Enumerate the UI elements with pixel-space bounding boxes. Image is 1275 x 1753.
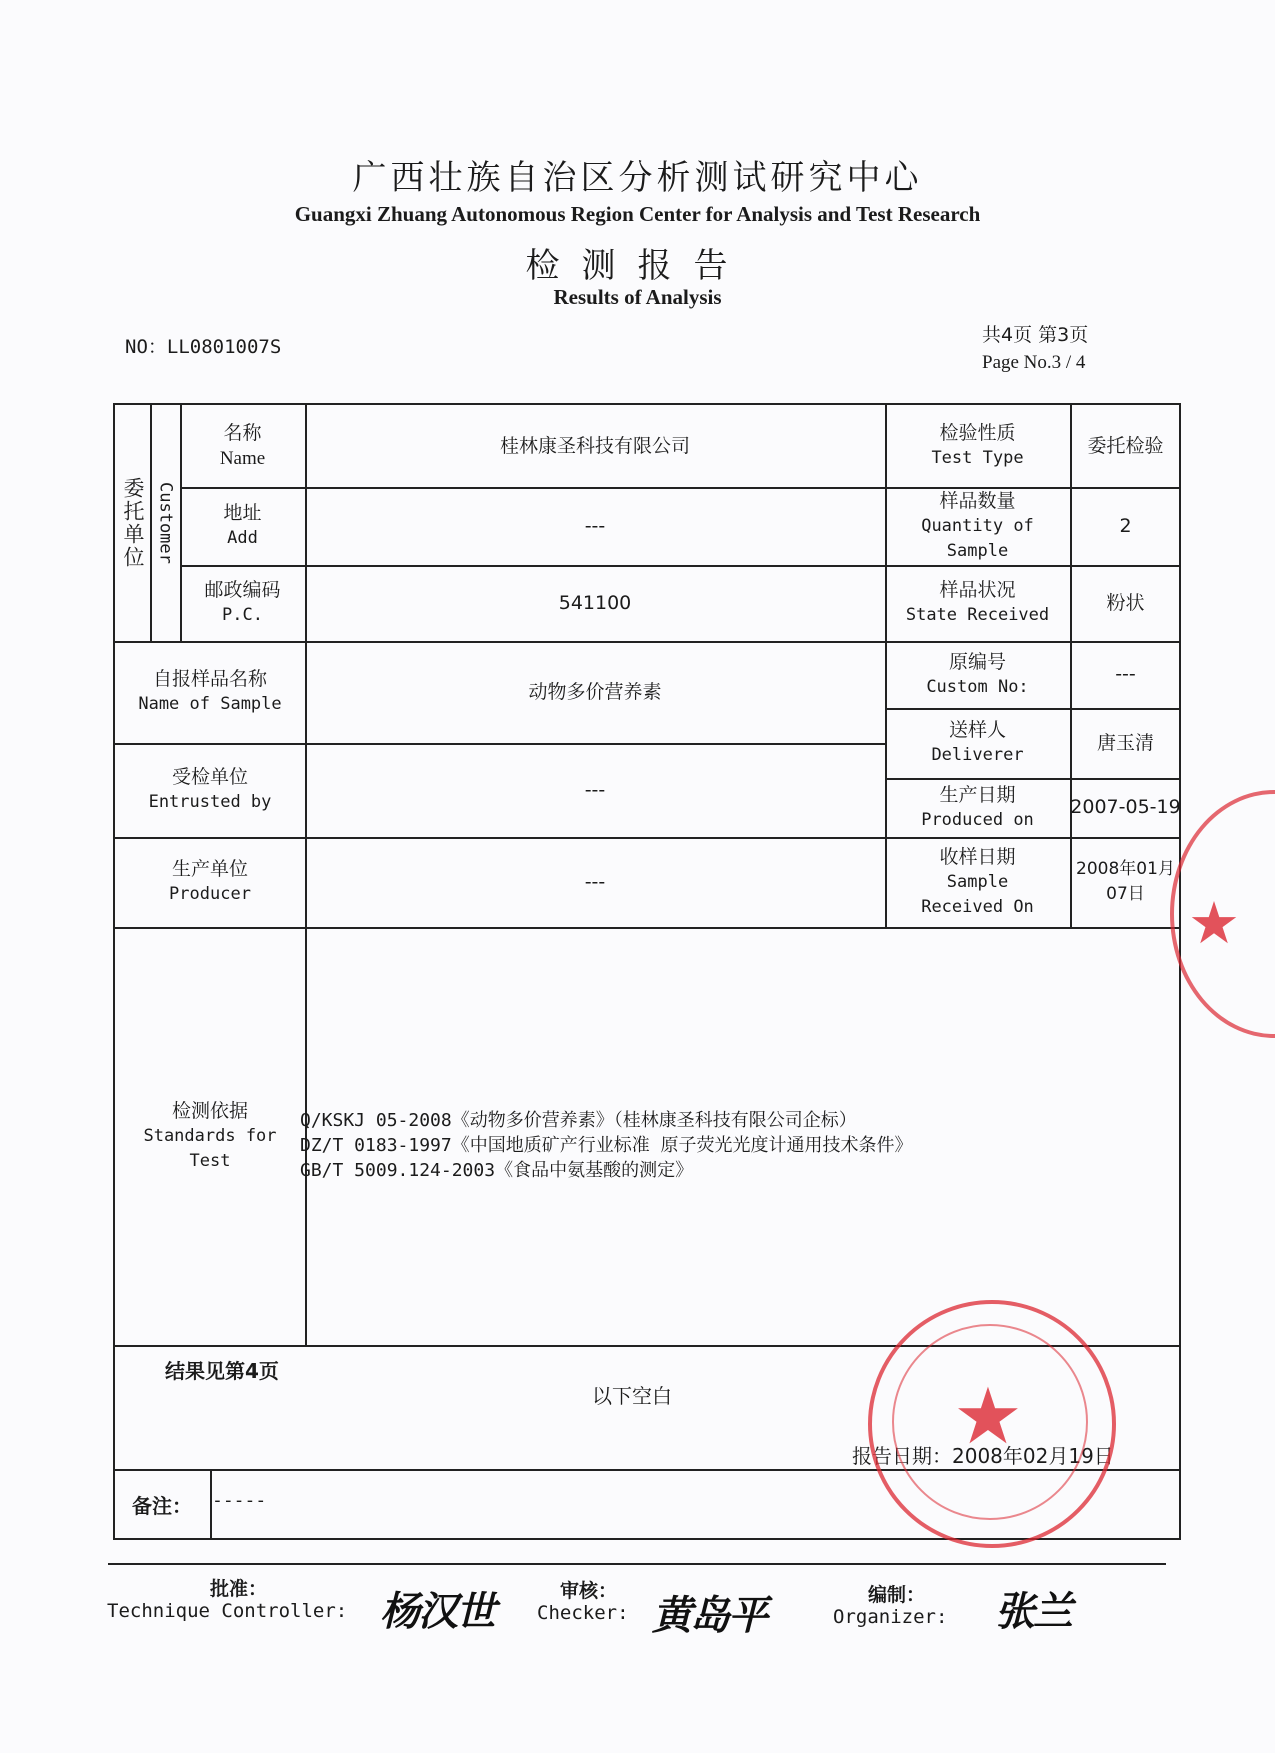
page-indicator-en: Page No.3 / 4: [982, 352, 1086, 373]
custom-no-label: [885, 641, 1070, 708]
page-indicator-cn: 共4页 第3页: [982, 324, 1089, 346]
official-seal: [868, 1300, 1116, 1548]
received-label-en-2: Received On: [921, 896, 1034, 917]
deliverer-value: 唐玉清: [1096, 731, 1154, 754]
report-number: NO：LL0801007S: [125, 336, 282, 358]
entrusted-value: ---: [584, 778, 606, 801]
sample-name-label-cn: 自报样品名称: [152, 668, 267, 690]
customer-address-value: ---: [584, 514, 606, 537]
organizer-signature: 张兰: [995, 1588, 1071, 1635]
postcode-label: [180, 565, 305, 641]
deliverer-label-cn: 送样人: [948, 719, 1006, 741]
quantity-value: 2: [1119, 514, 1132, 537]
state-label-cn: 样品状况: [939, 579, 1016, 601]
producer-value: ---: [584, 870, 606, 893]
seal-star-icon: ★: [953, 1372, 1023, 1462]
quantity-label: [885, 487, 1070, 565]
entrusted-label: [115, 743, 305, 837]
customer-group-label-en-cell: [150, 405, 180, 641]
producer-label: [115, 837, 305, 927]
received-label-cn: 收样日期: [939, 845, 1016, 868]
quantity-label-cn: 样品数量: [939, 489, 1016, 512]
blank-below-note: 以下空白: [592, 1384, 672, 1408]
test-type-value: 委托检验: [1087, 434, 1164, 457]
approver-signature: 杨汉世: [380, 1588, 494, 1635]
approve-label-en: Technique Controller:: [107, 1600, 348, 1622]
check-label-cn: 审核：: [560, 1580, 618, 1602]
state-label: [885, 565, 1070, 641]
customer-group-label: [115, 405, 150, 641]
check-label-en: Checker:: [537, 1602, 629, 1624]
received-label-en: Sample: [946, 871, 1009, 892]
address-label-cn: 地址: [223, 502, 262, 524]
report-title-en: Results of Analysis: [553, 285, 722, 309]
entrusted-label-en: Entrusted by: [148, 792, 272, 812]
signature-divider: [108, 1563, 1166, 1565]
deliverer-label-en: Deliverer: [931, 745, 1024, 765]
received-value: 2008年01月07日: [1076, 859, 1175, 904]
test-type-label-en: Test Type: [931, 448, 1024, 468]
report-title-cn: 检测报告: [525, 248, 750, 285]
name-label-en: Name: [219, 448, 266, 469]
name-label: [180, 405, 305, 487]
seal-star-icon: ★: [1188, 889, 1240, 957]
state-value: 粉状: [1106, 591, 1145, 614]
postcode-label-cn: 邮政编码: [204, 579, 281, 601]
producer-label-cn: 生产单位: [171, 858, 248, 880]
produced-label: [885, 778, 1070, 837]
standards-label: [115, 927, 305, 1345]
standards-list: [300, 1108, 913, 1183]
quantity-label-en-2: Sample: [946, 540, 1009, 561]
approve-label-cn: 批准：: [210, 1578, 268, 1600]
producer-label-en: Producer: [169, 884, 251, 904]
sample-name-label: [115, 641, 305, 743]
quantity-label-en: Quantity of: [921, 515, 1034, 536]
custom-no-label-en: Custom No:: [926, 676, 1029, 697]
produced-label-en: Produced on: [921, 809, 1034, 830]
remarks-label: 备注：: [132, 1494, 192, 1518]
checker-signature: 黄岛平: [652, 1592, 766, 1639]
standard-item: Q/KSKJ 05-2008《动物多价营养素》（桂林康圣科技有限公司企标）: [300, 1110, 857, 1131]
standards-label-en: Standards for: [143, 1125, 277, 1146]
official-seal-partial: [1170, 790, 1275, 1038]
address-label-en: Add: [227, 528, 258, 548]
institute-name-cn: 广西壮族自治区分析测试研究中心: [352, 160, 923, 197]
custom-no-value: ---: [1115, 663, 1136, 685]
state-label-en: State Received: [905, 605, 1050, 625]
customer-name-value: 桂林康圣科技有限公司: [499, 434, 690, 457]
results-reference: 结果见第4页: [165, 1359, 279, 1383]
standards-label-en-2: Test: [189, 1150, 231, 1171]
institute-name-en: Guangxi Zhuang Autonomous Region Center for Analysis and Test Research: [294, 202, 981, 226]
name-label-cn: 名称: [223, 422, 262, 444]
entrusted-label-cn: 受检单位: [171, 766, 248, 788]
deliverer-label: [885, 708, 1070, 778]
sample-name-value: 动物多价营养素: [528, 680, 662, 703]
custom-no-label-cn: 原编号: [948, 650, 1006, 673]
produced-value: 2007-05-19: [1070, 796, 1181, 818]
report-date: 报告日期：2008年02月19日: [852, 1444, 1114, 1468]
remarks-value: -----: [212, 1490, 267, 1511]
sample-name-label-en: Name of Sample: [138, 694, 282, 714]
compile-label-cn: 编制：: [868, 1584, 926, 1606]
postcode-label-en: P.C.: [222, 605, 263, 625]
customer-postcode-value: 541100: [558, 591, 632, 614]
standard-item: GB/T 5009.124-2003《食品中氨基酸的测定》: [300, 1160, 694, 1181]
customer-group-label-cn: 委托单位: [121, 477, 145, 569]
produced-label-cn: 生产日期: [939, 783, 1016, 806]
address-label: [180, 487, 305, 565]
customer-group-label-en: Customer: [155, 482, 176, 564]
standard-item: DZ/T 0183-1997《中国地质矿产行业标准 原子荧光光度计通用技术条件》: [300, 1135, 913, 1156]
compile-label-en: Organizer:: [833, 1606, 948, 1628]
test-type-label: [885, 405, 1070, 487]
standards-label-cn: 检测依据: [171, 1099, 248, 1122]
received-label: [885, 837, 1070, 927]
test-type-label-cn: 检验性质: [939, 422, 1016, 444]
